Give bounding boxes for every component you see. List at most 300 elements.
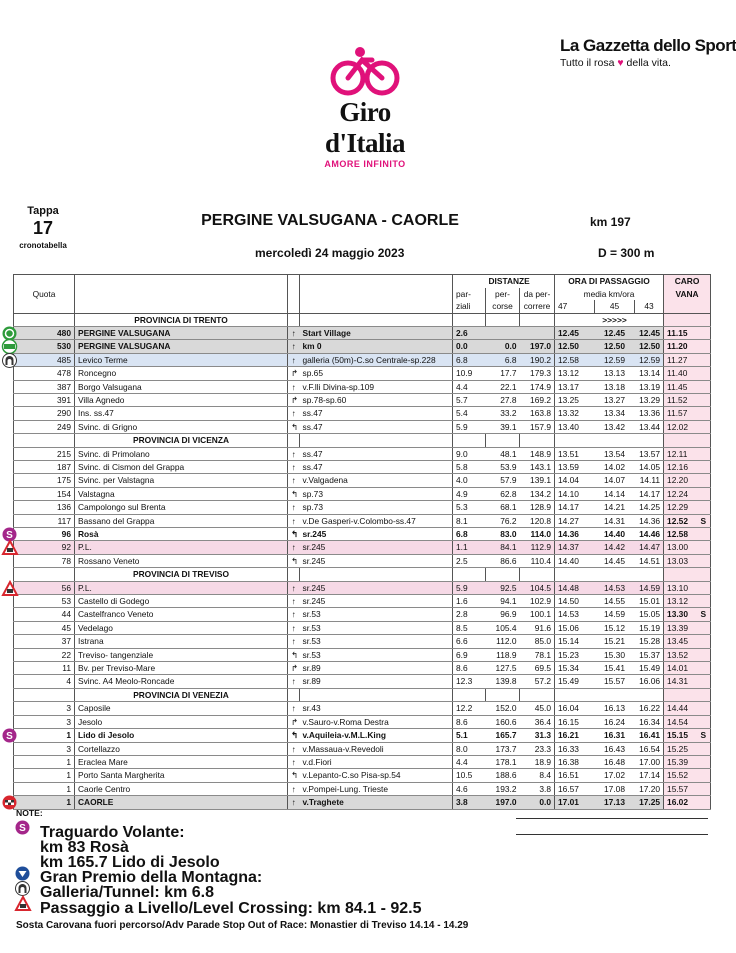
route-d: D = 300 m xyxy=(598,246,655,260)
ziali-label: ziali xyxy=(453,300,486,313)
correre-label: correre xyxy=(520,300,555,313)
covered-km-cell: 193.2 xyxy=(486,782,520,795)
caravan-time-cell: 11.52 xyxy=(664,393,701,406)
table-row xyxy=(14,675,711,688)
sosta-note: Sosta Carovana fuori percorso/Adv Parade Stop Out of Race: Monastier di Treviso 14.14 - 14.29 xyxy=(16,920,469,931)
caravan-time-cell: 13.10 xyxy=(664,581,701,594)
remaining-km-cell: 85.0 xyxy=(520,635,555,648)
remaining-km-cell: 31.3 xyxy=(520,729,555,742)
caravan-flag-cell xyxy=(701,702,711,715)
road-cell: sr.245 xyxy=(300,554,453,567)
partial-km-cell: 8.6 xyxy=(453,662,486,675)
time-47-cell: 13.59 xyxy=(555,460,595,473)
place-cell: Treviso- tangenziale xyxy=(75,648,288,661)
covered-km-cell: 118.9 xyxy=(486,648,520,661)
time-43-cell: 14.05 xyxy=(635,460,664,473)
remaining-km-cell: 45.0 xyxy=(520,702,555,715)
finish-icon xyxy=(2,795,17,810)
caravan-flag-cell xyxy=(701,635,711,648)
time-45-cell: 16.48 xyxy=(595,755,635,768)
direction-arrow-icon: ↑ xyxy=(288,460,300,473)
caravan-time-cell: 15.39 xyxy=(664,755,701,768)
caravan-time-cell: 13.12 xyxy=(664,595,701,608)
partial-km-cell: 5.9 xyxy=(453,420,486,433)
remaining-km-cell: 143.1 xyxy=(520,460,555,473)
time-45-cell: 17.02 xyxy=(595,769,635,782)
road-cell: Start Village xyxy=(300,326,453,339)
caravan-flag-cell xyxy=(701,621,711,634)
quota-cell: 290 xyxy=(14,407,75,420)
caravan-time-cell: 11.40 xyxy=(664,367,701,380)
partial-km-cell: 6.8 xyxy=(453,353,486,366)
time-47-cell: 13.25 xyxy=(555,393,595,406)
time-43-cell: 14.46 xyxy=(635,528,664,541)
place-cell: Bv. per Treviso-Mare xyxy=(75,662,288,675)
table-row xyxy=(14,420,711,433)
time-45-cell: 17.08 xyxy=(595,782,635,795)
caravan-flag-cell xyxy=(701,796,711,809)
time-47-cell: 14.48 xyxy=(555,581,595,594)
time-45-cell: 12.45 xyxy=(595,326,635,339)
time-45-cell: 14.59 xyxy=(595,608,635,621)
time-43-cell: 16.41 xyxy=(635,729,664,742)
table-row xyxy=(14,648,711,661)
caravan-flag-cell xyxy=(701,528,711,541)
caravan-flag-cell xyxy=(701,595,711,608)
time-43-cell: 13.36 xyxy=(635,407,664,420)
signature-line xyxy=(516,818,708,819)
covered-km-cell: 48.1 xyxy=(486,447,520,460)
caravan-flag-cell xyxy=(701,648,711,661)
direction-arrow-icon: ↑ xyxy=(288,796,300,809)
table-row xyxy=(14,407,711,420)
giro-title: Giro d'Italia xyxy=(324,97,406,158)
partial-km-cell: 2.5 xyxy=(453,554,486,567)
place-cell: CAORLE xyxy=(75,796,288,809)
remaining-km-cell: 104.5 xyxy=(520,581,555,594)
quota-cell: 480 xyxy=(14,326,75,339)
direction-arrow-icon: ↑ xyxy=(288,608,300,621)
covered-km-cell: 139.8 xyxy=(486,675,520,688)
place-cell: Cortellazzo xyxy=(75,742,288,755)
province-name: PROVINCIA DI VICENZA xyxy=(75,434,288,447)
time-43-cell: 14.11 xyxy=(635,474,664,487)
time-47-cell: 14.53 xyxy=(555,608,595,621)
time-47-cell: 13.12 xyxy=(555,367,595,380)
road-cell: sr.245 xyxy=(300,595,453,608)
time-47-cell: 13.32 xyxy=(555,407,595,420)
caravan-flag-cell xyxy=(701,715,711,728)
remaining-km-cell: 148.9 xyxy=(520,447,555,460)
quota-cell: 391 xyxy=(14,393,75,406)
time-45-cell: 14.40 xyxy=(595,528,635,541)
direction-arrow-icon: ↑ xyxy=(288,755,300,768)
time-45-cell: 16.43 xyxy=(595,742,635,755)
covered-km-cell: 160.6 xyxy=(486,715,520,728)
covered-km-cell: 53.9 xyxy=(486,460,520,473)
time-47-cell: 14.36 xyxy=(555,528,595,541)
place-cell: Castello di Godego xyxy=(75,595,288,608)
direction-arrow-icon: ↱ xyxy=(288,367,300,380)
time-47-cell: 12.45 xyxy=(555,326,595,339)
time-43-cell: 17.14 xyxy=(635,769,664,782)
route-title: PERGINE VALSUGANA - CAORLE xyxy=(201,212,459,229)
direction-arrow-icon: ↑ xyxy=(288,742,300,755)
gazzetta-logo xyxy=(560,36,736,69)
partial-km-cell: 1.1 xyxy=(453,541,486,554)
time-47-cell: 13.51 xyxy=(555,447,595,460)
covered-km-cell: 197.0 xyxy=(486,796,520,809)
place-cell: Bassano del Grappa xyxy=(75,514,288,527)
arrows-label xyxy=(595,434,635,447)
caravan-time-cell: 12.02 xyxy=(664,420,701,433)
partial-km-cell: 12.3 xyxy=(453,675,486,688)
caravan-flag-cell xyxy=(701,782,711,795)
sprint-icon xyxy=(15,820,30,840)
quota-cell: 45 xyxy=(14,621,75,634)
direction-arrow-icon: ↑ xyxy=(288,782,300,795)
route-distance: km 197 xyxy=(590,215,631,229)
time-45-cell: 13.34 xyxy=(595,407,635,420)
time-45-cell: 14.14 xyxy=(595,487,635,500)
table-row xyxy=(14,326,711,339)
notes-title: NOTE: xyxy=(16,808,43,818)
caravan-time-cell: 11.27 xyxy=(664,353,701,366)
partial-km-cell: 6.8 xyxy=(453,528,486,541)
partial-km-cell: 6.9 xyxy=(453,648,486,661)
time-43-cell: 13.57 xyxy=(635,447,664,460)
quota-cell: 478 xyxy=(14,367,75,380)
time-43-cell: 14.17 xyxy=(635,487,664,500)
time-43-cell: 14.51 xyxy=(635,554,664,567)
stage-type: cronotabella xyxy=(19,241,67,250)
table-row xyxy=(14,796,711,809)
caravan-time-cell: 14.31 xyxy=(664,675,701,688)
time-43-cell: 15.49 xyxy=(635,662,664,675)
table-row xyxy=(14,474,711,487)
road-cell: km 0 xyxy=(300,340,453,353)
road-cell: ss.47 xyxy=(300,447,453,460)
time-43-cell: 14.59 xyxy=(635,581,664,594)
tv-note-1: km 83 Rosà xyxy=(40,839,129,856)
table-row xyxy=(14,353,711,366)
remaining-km-cell: 128.9 xyxy=(520,501,555,514)
bicycle-logo-icon xyxy=(300,38,430,98)
caravan-time-cell: 13.52 xyxy=(664,648,701,661)
road-cell: v.Traghete xyxy=(300,796,453,809)
covered-km-cell xyxy=(486,326,520,339)
quota-cell: 1 xyxy=(14,769,75,782)
quota-cell: 485 xyxy=(14,353,75,366)
time-47-cell: 14.10 xyxy=(555,487,595,500)
road-cell: sp.73 xyxy=(300,501,453,514)
time-47-cell: 16.33 xyxy=(555,742,595,755)
table-row xyxy=(14,702,711,715)
time-47-cell: 15.34 xyxy=(555,662,595,675)
sprint-icon xyxy=(2,728,17,743)
covered-km-cell: 39.1 xyxy=(486,420,520,433)
timetable-body xyxy=(6,313,711,809)
remaining-km-cell: 169.2 xyxy=(520,393,555,406)
time-45-cell: 16.24 xyxy=(595,715,635,728)
time-43-cell: 16.06 xyxy=(635,675,664,688)
caravan-time-cell: 11.57 xyxy=(664,407,701,420)
table-row xyxy=(14,380,711,393)
road-cell: sr.53 xyxy=(300,635,453,648)
caravan-flag-cell xyxy=(701,755,711,768)
quota-cell: 530 xyxy=(14,340,75,353)
remaining-km-cell: 36.4 xyxy=(520,715,555,728)
partial-km-cell: 5.7 xyxy=(453,393,486,406)
time-45-cell: 16.13 xyxy=(595,702,635,715)
place-cell: Svinc. di Grigno xyxy=(75,420,288,433)
direction-arrow-icon: ↑ xyxy=(288,541,300,554)
table-row xyxy=(14,662,711,675)
remaining-km-cell xyxy=(520,326,555,339)
caro-header: CARO xyxy=(664,275,711,288)
time-47-cell: 16.51 xyxy=(555,769,595,782)
table-row xyxy=(14,541,711,554)
quota-cell: 4 xyxy=(14,675,75,688)
table-row xyxy=(14,501,711,514)
time-45-cell: 14.21 xyxy=(595,501,635,514)
table-row xyxy=(14,447,711,460)
par-label: par- xyxy=(453,288,486,301)
quota-cell: 1 xyxy=(14,796,75,809)
covered-km-cell: 127.5 xyxy=(486,662,520,675)
road-cell: sr.245 xyxy=(300,581,453,594)
time-45-cell: 15.30 xyxy=(595,648,635,661)
quota-cell: 136 xyxy=(14,501,75,514)
gazzetta-name: La Gazzetta dello Sport xyxy=(560,36,736,55)
caravan-time-cell: 11.15 xyxy=(664,326,701,339)
covered-km-cell: 33.2 xyxy=(486,407,520,420)
stage-label: Tappa xyxy=(27,205,59,217)
remaining-km-cell: 57.2 xyxy=(520,675,555,688)
quota-cell: 154 xyxy=(14,487,75,500)
caravan-flag-cell xyxy=(701,581,711,594)
caravan-time-cell: 12.24 xyxy=(664,487,701,500)
remaining-km-cell: 174.9 xyxy=(520,380,555,393)
tunnel-icon xyxy=(2,353,17,368)
time-45-cell: 15.41 xyxy=(595,662,635,675)
road-cell: ss.47 xyxy=(300,420,453,433)
covered-km-cell: 96.9 xyxy=(486,608,520,621)
table-row xyxy=(14,487,711,500)
place-cell: Lido di Jesolo xyxy=(75,729,288,742)
time-45-cell: 14.42 xyxy=(595,541,635,554)
place-cell: Rosà xyxy=(75,528,288,541)
per-label: per- xyxy=(486,288,520,301)
direction-arrow-icon: ↰ xyxy=(288,420,300,433)
partial-km-cell: 3.8 xyxy=(453,796,486,809)
place-cell: Valstagna xyxy=(75,487,288,500)
time-47-cell: 12.58 xyxy=(555,353,595,366)
direction-arrow-icon: ↑ xyxy=(288,353,300,366)
place-cell: Castelfranco Veneto xyxy=(75,608,288,621)
direction-arrow-icon: ↰ xyxy=(288,554,300,567)
caravan-time-cell: 13.00 xyxy=(664,541,701,554)
direction-arrow-icon: ↰ xyxy=(288,648,300,661)
caravan-flag-cell xyxy=(701,420,711,433)
partial-km-cell: 2.6 xyxy=(453,326,486,339)
time-47-cell: 13.40 xyxy=(555,420,595,433)
caravan-flag-cell xyxy=(701,393,711,406)
caravan-flag-cell xyxy=(701,340,711,353)
place-cell: Ins. ss.47 xyxy=(75,407,288,420)
partial-km-cell: 8.1 xyxy=(453,514,486,527)
covered-km-cell: 83.0 xyxy=(486,528,520,541)
place-cell: P.L. xyxy=(75,581,288,594)
direction-arrow-icon: ↑ xyxy=(288,581,300,594)
time-47-cell: 15.23 xyxy=(555,648,595,661)
road-cell: sr.53 xyxy=(300,608,453,621)
place-cell: Svinc. A4 Meolo-Roncade xyxy=(75,675,288,688)
quota-cell: 3 xyxy=(14,715,75,728)
table-row xyxy=(14,769,711,782)
quota-cell: 37 xyxy=(14,635,75,648)
time-45-cell: 13.54 xyxy=(595,447,635,460)
partial-km-cell: 8.6 xyxy=(453,715,486,728)
caravan-flag-cell xyxy=(701,380,711,393)
da-per-label: da per- xyxy=(520,288,555,301)
caravan-flag-cell: S xyxy=(701,729,711,742)
remaining-km-cell: 179.3 xyxy=(520,367,555,380)
direction-arrow-icon: ↑ xyxy=(288,621,300,634)
road-cell: sr.43 xyxy=(300,702,453,715)
caravan-flag-cell xyxy=(701,541,711,554)
road-cell: sp.65 xyxy=(300,367,453,380)
partial-km-cell: 5.3 xyxy=(453,501,486,514)
caravan-time-cell: 15.52 xyxy=(664,769,701,782)
caravan-time-cell: 13.45 xyxy=(664,635,701,648)
quota-cell: 1 xyxy=(14,755,75,768)
speed-45-label: 45 xyxy=(595,300,635,313)
covered-km-cell: 112.0 xyxy=(486,635,520,648)
partial-km-cell: 5.9 xyxy=(453,581,486,594)
direction-arrow-icon: ↑ xyxy=(288,501,300,514)
table-row xyxy=(14,608,711,621)
stage-number: 17 xyxy=(32,218,54,238)
time-47-cell: 15.06 xyxy=(555,621,595,634)
caravan-flag-cell xyxy=(701,675,711,688)
caravan-time-cell: 12.29 xyxy=(664,501,701,514)
direction-arrow-icon: ↱ xyxy=(288,662,300,675)
table-row xyxy=(14,729,711,742)
media-header: media km/ora xyxy=(555,288,664,301)
road-cell: sp.73 xyxy=(300,487,453,500)
time-47-cell: 14.27 xyxy=(555,514,595,527)
caravan-flag-cell xyxy=(701,742,711,755)
time-47-cell: 16.57 xyxy=(555,782,595,795)
remaining-km-cell: 190.2 xyxy=(520,353,555,366)
covered-km-cell: 105.4 xyxy=(486,621,520,634)
caravan-time-cell: 12.11 xyxy=(664,447,701,460)
table-row xyxy=(14,595,711,608)
table-row xyxy=(14,460,711,473)
road-cell: sr.245 xyxy=(300,528,453,541)
place-cell: P.L. xyxy=(75,541,288,554)
partial-km-cell: 4.6 xyxy=(453,782,486,795)
caravan-time-cell: 15.15 xyxy=(664,729,701,742)
caravan-flag-cell xyxy=(701,353,711,366)
remaining-km-cell: 91.6 xyxy=(520,621,555,634)
place-cell: Borgo Valsugana xyxy=(75,380,288,393)
speed-47-label: 47 xyxy=(555,300,595,313)
caravan-time-cell: 12.16 xyxy=(664,460,701,473)
svg-text:S: S xyxy=(6,530,13,541)
quota-cell: 22 xyxy=(14,648,75,661)
time-43-cell: 15.01 xyxy=(635,595,664,608)
direction-arrow-icon: ↑ xyxy=(288,407,300,420)
covered-km-cell: 68.1 xyxy=(486,501,520,514)
arrows-label: >>>>> xyxy=(595,313,635,326)
place-cell: Svinc. di Cismon del Grappa xyxy=(75,460,288,473)
corse-label: corse xyxy=(486,300,520,313)
place-cell: PERGINE VALSUGANA xyxy=(75,340,288,353)
place-cell: Rossano Veneto xyxy=(75,554,288,567)
route-date: mercoledì 24 maggio 2023 xyxy=(255,246,405,260)
remaining-km-cell: 139.1 xyxy=(520,474,555,487)
time-43-cell: 16.34 xyxy=(635,715,664,728)
quota-cell: 249 xyxy=(14,420,75,433)
road-cell: ss.47 xyxy=(300,460,453,473)
partial-km-cell: 8.5 xyxy=(453,621,486,634)
covered-km-cell: 84.1 xyxy=(486,541,520,554)
caravan-time-cell: 15.57 xyxy=(664,782,701,795)
road-cell: sr.53 xyxy=(300,621,453,634)
remaining-km-cell: 78.1 xyxy=(520,648,555,661)
place-cell: Campolongo sul Brenta xyxy=(75,501,288,514)
crossing-icon xyxy=(2,581,17,596)
place-cell: Porto Santa Margherita xyxy=(75,769,288,782)
direction-arrow-icon: ↑ xyxy=(288,702,300,715)
caravan-time-cell: 14.44 xyxy=(664,702,701,715)
gpm-note: Gran Premio della Montagna: xyxy=(40,869,263,886)
province-name: PROVINCIA DI VENEZIA xyxy=(75,688,288,701)
direction-arrow-icon: ↱ xyxy=(288,715,300,728)
time-43-cell: 14.25 xyxy=(635,501,664,514)
caravan-time-cell: 13.39 xyxy=(664,621,701,634)
road-cell: v.De Gasperi-v.Colombo-ss.47 xyxy=(300,514,453,527)
covered-km-cell: 152.0 xyxy=(486,702,520,715)
caravan-flag-cell xyxy=(701,554,711,567)
time-43-cell: 12.45 xyxy=(635,326,664,339)
heart-icon: ♥ xyxy=(617,57,624,69)
table-row xyxy=(14,621,711,634)
quota-cell: S 96 xyxy=(14,528,75,541)
province-name: PROVINCIA DI TREVISO xyxy=(75,568,288,581)
time-47-cell: 16.21 xyxy=(555,729,595,742)
quota-cell: 53 xyxy=(14,595,75,608)
remaining-km-cell: 112.9 xyxy=(520,541,555,554)
covered-km-cell: 62.8 xyxy=(486,487,520,500)
time-45-cell: 14.53 xyxy=(595,581,635,594)
partial-km-cell: 8.0 xyxy=(453,742,486,755)
quota-cell: 1 xyxy=(14,782,75,795)
road-cell: sr.245 xyxy=(300,541,453,554)
direction-arrow-icon: ↑ xyxy=(288,675,300,688)
remaining-km-cell: 3.8 xyxy=(520,782,555,795)
covered-km-cell: 188.6 xyxy=(486,769,520,782)
road-cell: v.Lepanto-C.so Pisa-sp.54 xyxy=(300,769,453,782)
caravan-time-cell: 11.45 xyxy=(664,380,701,393)
quota-header: Quota xyxy=(14,288,75,301)
remaining-km-cell: 197.0 xyxy=(520,340,555,353)
covered-km-cell: 173.7 xyxy=(486,742,520,755)
road-cell: v.Pompei-Lung. Trieste xyxy=(300,782,453,795)
table-row xyxy=(14,755,711,768)
